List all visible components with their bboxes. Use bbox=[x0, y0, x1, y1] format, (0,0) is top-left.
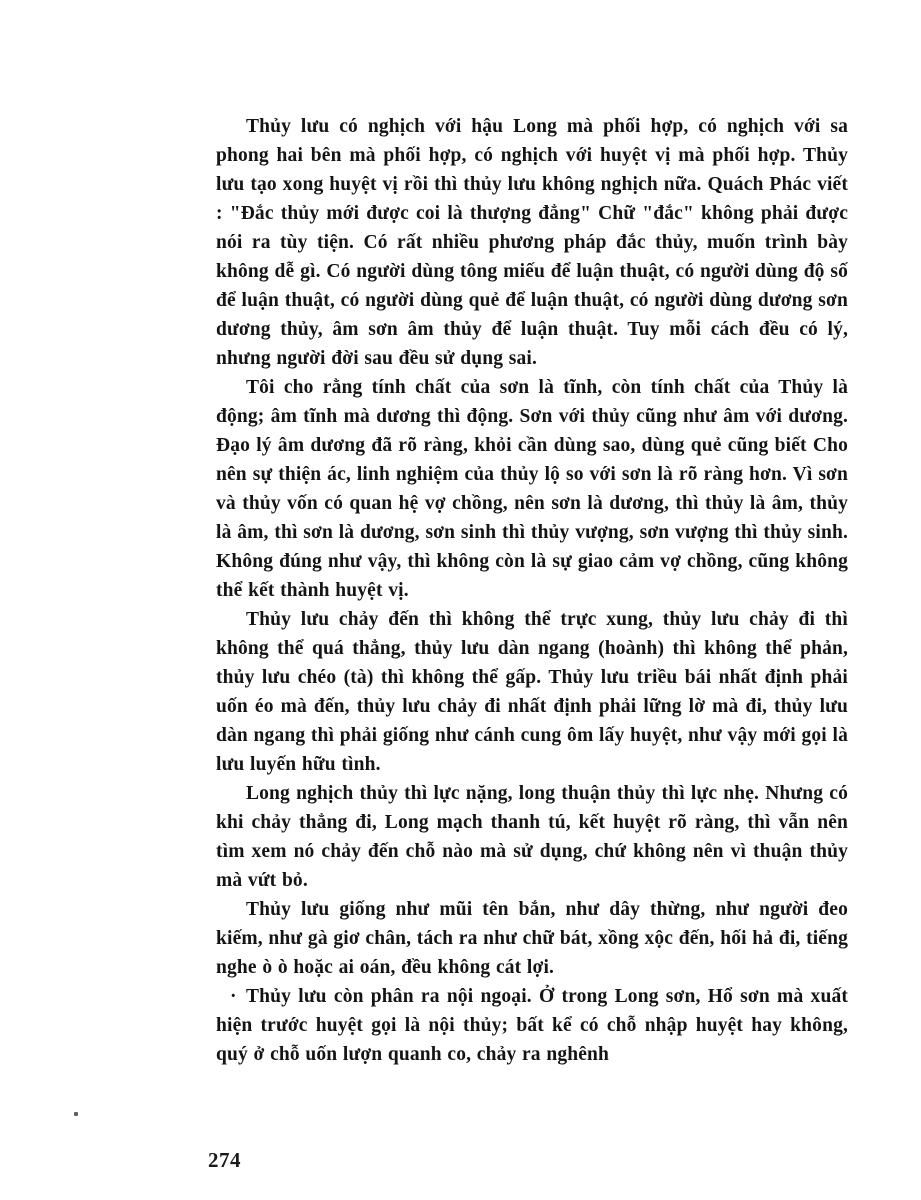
paragraph-3: Thủy lưu chảy đến thì không thể trực xung, thủy lưu chảy đi thì không thể quá thẳng, thủy lưu dàn ngang (hoành) thì không thể phản, thủy lưu chéo (tà) thì không thể gấp. Thủy lưu triều bái nhất định phải uốn éo mà đến, thủy lưu chảy đi nhất định phải lững lờ mà đi, thủy lưu dàn ngang thì phải giống như cánh cung ôm lấy huyệt, như vậy mới gọi là lưu luyến hữu tình. bbox=[216, 609, 848, 775]
paragraph-5: Thủy lưu giống như mũi tên bắn, như dây thừng, như người đeo kiếm, như gà giơ chân, tách ra như chữ bát, xồng xộc đến, hối hả đi, tiếng nghe ò ò hoặc ai oán, đều không cát lợi. bbox=[216, 899, 848, 978]
paragraph-1: Thủy lưu có nghịch với hậu Long mà phối hợp, có nghịch với sa phong hai bên mà phối hợp, có nghịch với huyệt vị mà phối hợp. Thủy lưu tạo xong huyệt vị rồi thì thủy lưu không nghịch nữa. Quách Phác viết : "Đắc thủy mới được coi là thượng đẳng" Chữ "đắc" không phải được nói ra tùy tiện. Có rất nhiều phương pháp đắc thủy, muốn trình bày không dễ gì. Có người dùng tông miếu để luận thuật, có người dùng độ số để luận thuật, có người dùng quẻ để luận thuật, có người dùng dương sơn dương thủy, âm sơn âm thủy để luận thuật. Tuy mỗi cách đều có lý, nhưng người đời sau đều sử dụng sai. bbox=[216, 116, 848, 369]
paragraph-6 bbox=[216, 982, 848, 1069]
body-text-column bbox=[216, 112, 848, 1069]
paragraph-4: Long nghịch thủy thì lực nặng, long thuận thủy thì lực nhẹ. Nhưng có khi chảy thẳng đi, Long mạch thanh tú, kết huyệt rõ ràng, thì vẫn nên tìm xem nó chảy đến chỗ nào mà sử dụng, chứ không nên vì thuận thủy mà vứt bỏ. bbox=[216, 783, 848, 891]
paragraph-2: Tôi cho rằng tính chất của sơn là tĩnh, còn tính chất của Thủy là động; âm tĩnh mà dương thì động. Sơn với thủy cũng như âm với dương. Đạo lý âm dương đã rõ ràng, khỏi cần dùng sao, dùng quẻ cũng biết Cho nên sự thiện ác, linh nghiệm của thủy lộ so với sơn là rõ ràng hơn. Vì sơn và thủy vốn có quan hệ vợ chồng, nên sơn là dương, thì thủy là âm, thủy là âm, thì sơn là dương, sơn sinh thì thủy vượng, sơn vượng thì thủy sinh. Không đúng như vậy, thì không còn là sự giao cảm vợ chồng, cũng không thể kết thành huyệt vị. bbox=[216, 377, 848, 601]
paragraph-6-text: Thủy lưu còn phân ra nội ngoại. Ở trong Long sơn, Hổ sơn mà xuất hiện trước huyệt gọi là nội thủy; bất kể có chỗ nhập huyệt hay không, quý ở chỗ uốn lượn quanh co, chảy ra nghênh bbox=[216, 986, 848, 1065]
scan-speck-artifact bbox=[74, 1112, 78, 1116]
page-number: 274 bbox=[208, 1148, 241, 1172]
bullet-marker: · bbox=[230, 986, 237, 1007]
